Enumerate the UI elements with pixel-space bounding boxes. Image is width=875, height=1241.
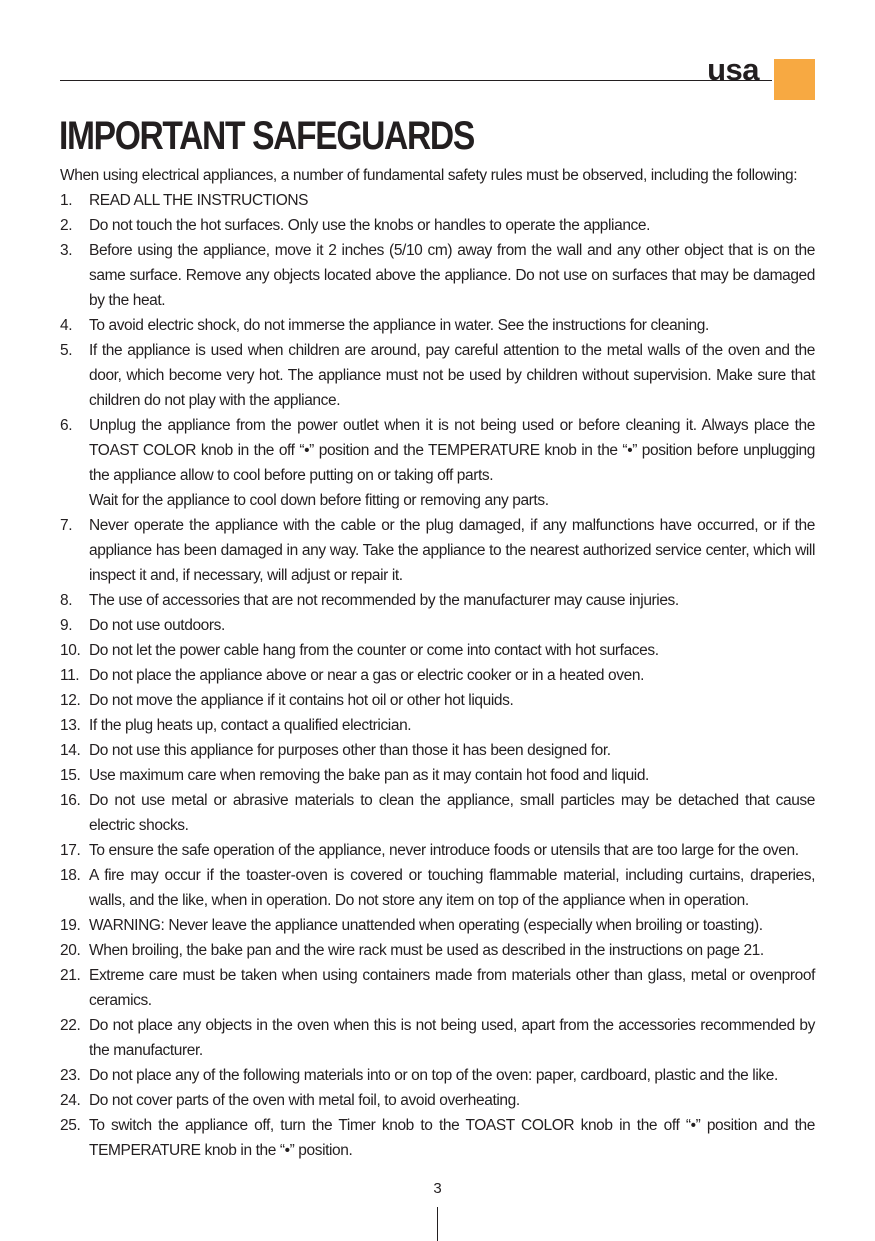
item-number: 7. <box>60 517 73 534</box>
item-text: To avoid electric shock, do not immerse the appliance in water. See the instructions for cleaning. <box>89 317 709 334</box>
item-number: 22. <box>60 1017 81 1034</box>
item-text: Do not move the appliance if it contains hot oil or other hot liquids. <box>89 692 514 709</box>
list-item <box>60 238 815 313</box>
region-label: usa <box>707 52 759 87</box>
item-number: 9. <box>60 617 73 634</box>
list-item <box>60 213 815 238</box>
item-number: 17. <box>60 842 81 859</box>
item-number: 5. <box>60 342 73 359</box>
footer-rule <box>437 1207 438 1241</box>
item-number: 14. <box>60 742 81 759</box>
list-item <box>60 713 815 738</box>
list-item <box>60 513 815 588</box>
list-item <box>60 863 815 913</box>
list-item <box>60 313 815 338</box>
item-text: Do not place any of the following materials into or on top of the oven: paper, cardboard, plastic and the like. <box>89 1067 778 1084</box>
safeguards-content <box>60 163 815 1163</box>
item-number: 13. <box>60 717 81 734</box>
list-item <box>60 913 815 938</box>
list-item <box>60 663 815 688</box>
item-text: Do not use this appliance for purposes other than those it has been designed for. <box>89 742 611 759</box>
list-item <box>60 1088 815 1113</box>
item-number: 23. <box>60 1067 81 1084</box>
list-item <box>60 188 815 213</box>
list-item <box>60 338 815 413</box>
item-text: READ ALL THE INSTRUCTIONS <box>89 192 309 209</box>
item-number: 6. <box>60 417 73 434</box>
item-number: 12. <box>60 692 81 709</box>
item-text: Use maximum care when removing the bake pan as it may contain hot food and liquid. <box>89 767 649 784</box>
item-text: WARNING: Never leave the appliance unattended when operating (especially when broiling or toasting). <box>89 917 763 934</box>
item-number: 2. <box>60 217 73 234</box>
item-number: 1. <box>60 192 73 209</box>
item-text: To switch the appliance off, turn the Timer knob to the TOAST COLOR knob in the off “•” position and the TEMPERATURE knob in the “•” position. <box>89 1117 815 1159</box>
item-text: The use of accessories that are not recommended by the manufacturer may cause injuries. <box>89 592 679 609</box>
item-number: 8. <box>60 592 73 609</box>
list-item <box>60 1013 815 1063</box>
list-item <box>60 1113 815 1163</box>
item-text: Unplug the appliance from the power outlet when it is not being used or before cleaning it. Always place the TOAST COLOR knob in the off “•” position and the TEMPERATURE knob in the “•” position before unplugging the appliance allow to cool before putting on or taking off parts. <box>89 417 815 484</box>
list-item <box>60 413 815 513</box>
item-text: Never operate the appliance with the cable or the plug damaged, if any malfunctions have occurred, or if the appliance has been damaged in any way. Take the appliance to the nearest authorized service center, which will inspect it and, if necessary, will adjust or repair it. <box>89 517 815 584</box>
item-number: 4. <box>60 317 73 334</box>
item-number: 19. <box>60 917 81 934</box>
page-title: IMPORTANT SAFEGUARDS <box>59 114 474 158</box>
list-item <box>60 588 815 613</box>
item-text: Do not cover parts of the oven with metal foil, to avoid overheating. <box>89 1092 520 1109</box>
item-text: To ensure the safe operation of the appliance, never introduce foods or utensils that are too large for the oven. <box>89 842 799 859</box>
item-subtext: Wait for the appliance to cool down before fitting or removing any parts. <box>89 492 549 509</box>
item-number: 18. <box>60 867 81 884</box>
item-text: A fire may occur if the toaster-oven is covered or touching flammable material, including curtains, draperies, walls, and the like, when in operation. Do not store any item on top of the appliance when in operation. <box>89 867 815 909</box>
item-text: Do not place any objects in the oven when this is not being used, apart from the accessories recommended by the manufacturer. <box>89 1017 815 1059</box>
item-number: 21. <box>60 967 81 984</box>
list-item <box>60 738 815 763</box>
list-item <box>60 788 815 838</box>
list-item <box>60 638 815 663</box>
item-text: Do not use outdoors. <box>89 617 225 634</box>
item-number: 25. <box>60 1117 81 1134</box>
item-number: 20. <box>60 942 81 959</box>
list-item <box>60 938 815 963</box>
item-text: Do not let the power cable hang from the counter or come into contact with hot surfaces. <box>89 642 659 659</box>
item-number: 24. <box>60 1092 81 1109</box>
page-number: 3 <box>433 1180 442 1197</box>
item-text: When broiling, the bake pan and the wire rack must be used as described in the instructions on page 21. <box>89 942 764 959</box>
item-number: 3. <box>60 242 73 259</box>
item-text: Before using the appliance, move it 2 inches (5/10 cm) away from the wall and any other object that is on the same surface. Remove any objects located above the appliance. Do not use on surfaces that may be damaged by the heat. <box>89 242 815 309</box>
region-color-tab <box>774 59 815 100</box>
list-item <box>60 1063 815 1088</box>
item-text: If the plug heats up, contact a qualified electrician. <box>89 717 412 734</box>
item-number: 10. <box>60 642 81 659</box>
list-item <box>60 613 815 638</box>
item-number: 16. <box>60 792 81 809</box>
item-text: Do not touch the hot surfaces. Only use the knobs or handles to operate the appliance. <box>89 217 651 234</box>
list-item <box>60 763 815 788</box>
item-text: Do not use metal or abrasive materials to clean the appliance, small particles may be detached that cause electric shocks. <box>89 792 815 834</box>
list-item <box>60 838 815 863</box>
safeguards-list <box>60 188 815 1163</box>
item-number: 11. <box>60 667 80 684</box>
item-number: 15. <box>60 767 81 784</box>
item-text: If the appliance is used when children are around, pay careful attention to the metal walls of the oven and the door, which become very hot. The appliance must not be used by children without supervision. Make sure that children do not play with the appliance. <box>89 342 815 409</box>
list-item <box>60 963 815 1013</box>
item-text: Do not place the appliance above or near a gas or electric cooker or in a heated oven. <box>89 667 644 684</box>
header-rule <box>60 80 772 81</box>
intro-text: When using electrical appliances, a number of fundamental safety rules must be observed, including the following: <box>60 167 798 184</box>
list-item <box>60 688 815 713</box>
item-text: Extreme care must be taken when using containers made from materials other than glass, metal or ovenproof ceramics. <box>89 967 815 1009</box>
